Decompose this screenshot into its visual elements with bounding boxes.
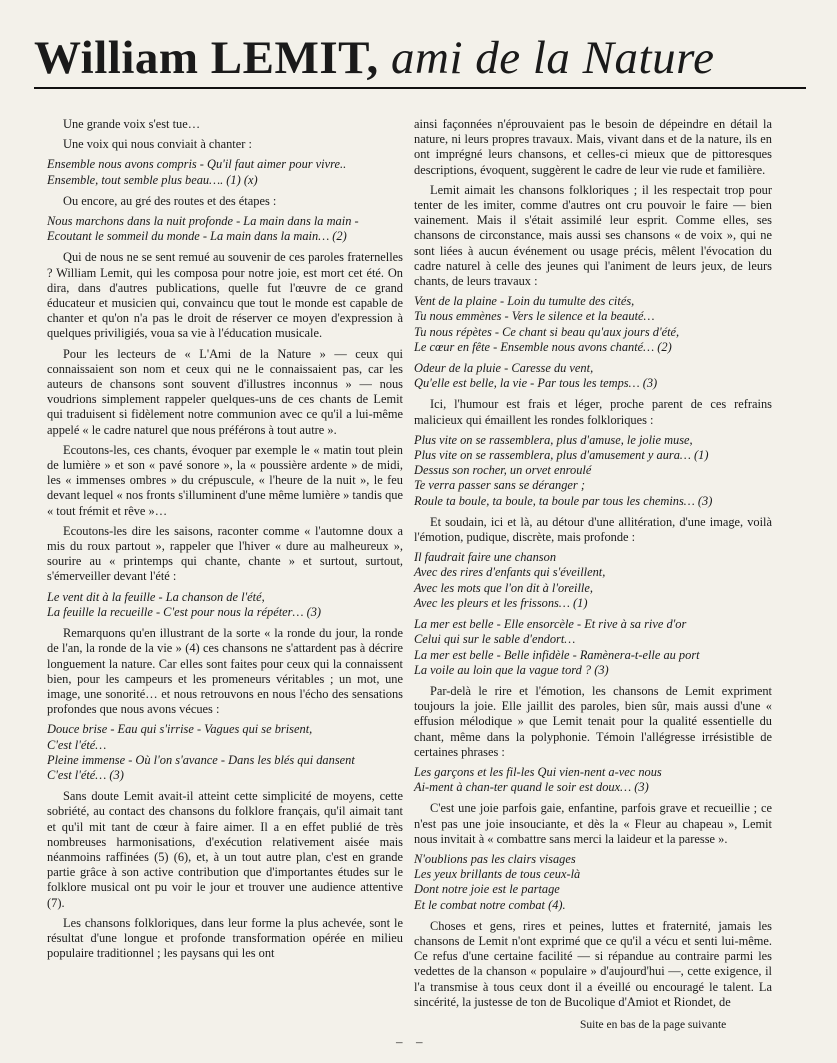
page-mark: – — [396, 1034, 403, 1049]
song-lyrics — [47, 590, 403, 620]
song-lyrics — [414, 361, 772, 391]
lyric-line: La mer est belle - Elle ensorcèle - Et rive à sa rive d'or — [414, 617, 687, 632]
lyric-line: La feuille la recueille - C'est pour nous la répéter… (3) — [47, 604, 322, 619]
title-rule — [34, 87, 806, 89]
paragraph: Qui de nous ne se sent remué au souvenir de ces paroles fraternelles ? William Lemit, qui les composa pour notre joie, est mort cet été. On dira, dans d'autres publications, quelle fut l'œuvre de ce grand éducateur et musicien qui, convaincu que tout le monde est capable de chanter et qu'on n'a pas le droit de réserver ce moyen d'expression à quelques priviligiés, voua sa vie à l'éducation musicale. — [47, 250, 403, 341]
lyric-line: La mer est belle - Belle infidèle - Ramènera-t-elle au port — [414, 647, 700, 662]
title-name: William LEMIT, — [34, 32, 379, 84]
lyric-line: Les yeux brillants de tous ceux-là — [414, 867, 581, 882]
paragraph: Remarquons qu'en illustrant de la sorte « la ronde du jour, la ronde de l'an, la ronde de la vie » (4) ces chansons ne s'attardent pas à décrire longuement la nature. Car elles sont faites pour ceux qui la connaissent bien, pour les campeurs et les promeneurs véritables ; un mot, une image, une sonorité… et nous retrouvons en nous l'écho des sensations profondes que nous avons vécues : — [47, 626, 403, 717]
song-lyrics — [47, 157, 403, 187]
song-lyrics — [414, 550, 772, 611]
lyric-line: Avec les pleurs et les frissons… (1) — [414, 595, 588, 610]
lyric-line: Nous marchons dans la nuit profonde - La main dans la main - Ecoutant le sommeil du monde - La main dans la main… (2) — [47, 214, 359, 244]
lyric-line: La voile au loin que la vague tord ? (3) — [414, 662, 609, 677]
lyric-line: Avec les mots que l'on dit à l'oreille, — [414, 580, 593, 595]
paragraph: Une voix qui nous conviait à chanter : — [63, 137, 252, 152]
lyric-line: Et le combat notre combat (4). — [414, 897, 566, 912]
lyric-line: Te verra passer sans se déranger ; — [414, 478, 585, 493]
paragraph: Les chansons folkloriques, dans leur forme la plus achevée, sont le résultat d'une longue et profonde transformation opérée en milieu populaire traditionnel ; les paysans qui les ont — [47, 915, 403, 961]
lyric-line: Le cœur en fête - Ensemble nous avons chanté… (2) — [414, 339, 672, 354]
lyric-line: Roule ta boule, ta boule, ta boule par tous les chemins… (3) — [414, 493, 713, 508]
lyric-line: Celui qui sur le sable d'endort… — [414, 632, 576, 647]
song-lyrics — [414, 617, 772, 678]
lyric-line: Vent de la plaine - Loin du tumulte des cités, — [414, 294, 635, 309]
paragraph: Choses et gens, rires et peines, luttes et fraternité, jamais les chansons de Lemit n'ont exprimé que ce qu'il a vécu et senti lui-même. Ce refus d'une certaine facilité — si répandue au contraire parmi les vedettes de la chanson « populaire » d'aujourd'hui —, cette exigence, il l'a transmise à tous ceux dont il a éveillé ou encouragé le talent. La sincérité, la justesse de ton de Bucolique d'Amiot et Riondet, de — [414, 918, 772, 1009]
article-title — [34, 30, 804, 86]
song-lyrics — [414, 433, 772, 509]
paragraph: ainsi façonnées n'éprouvaient pas le besoin de dépeindre en détail la nature, ni leurs propres travaux. Mais, vivant dans et de la nature, ils en ont imprégné leurs chansons, et celles-ci mieux que de pittoresques descriptions, évoquent, suggèrent le cadre de leur vie rude et familière. — [414, 117, 772, 177]
paragraph: C'est une joie parfois gaie, enfantine, parfois grave et recueillie ; ce n'est pas une joie insouciante, et dès la « Fleur au chapeau », Lemit nous invitait à « combattre sans merci la laideur et la paresse ». — [414, 801, 772, 846]
lyric-line: Pleine immense - Où l'on s'avance - Dans les blés qui dansent — [47, 752, 355, 767]
paragraph: Ici, l'humour est frais et léger, proche parent de ces refrains malicieux qui émaillent les rondes folkloriques : — [414, 397, 772, 427]
song-lyrics — [414, 852, 772, 913]
lyric-line: Qu'elle est belle, la vie - Par tous les temps… (3) — [414, 376, 658, 391]
paragraph: Lemit aimait les chansons folkloriques ; il les respectait trop pour tenter de les imiter, comme d'autres ont cru pouvoir le faire — bien vainement. Mais il s'était assimilé leur esprit. Comme elles, ses chansons de circonstance, mais aussi ses chansons « de voix », qui ne sont liées à aucun événement ou usage précis, mêlent l'évocation du cadre naturel à celle des jeunes qui l'animent de leurs jeux, de leurs chants, de leurs travaux : — [414, 182, 772, 289]
song-lyrics — [414, 294, 772, 355]
lyric-line: Douce brise - Eau qui s'irrise - Vagues qui se brisent, — [47, 722, 313, 737]
lyric-line: Odeur de la pluie - Caresse du vent, — [414, 361, 594, 376]
paragraph: Ecoutons-les, ces chants, évoquer par exemple le « matin tout plein de lumière » et son « pavé sonore », la « poussière ardente » de midi, les « immenses ombres » du crépuscule, « l'heure de la nuit », le feu devant lequel « nos fronts s'illuminent d'une même lumière » tandis que « tout frémit et rêve »… — [47, 442, 403, 518]
lyric-line: Tu nous répètes - Ce chant si beau qu'aux jours d'été, — [414, 324, 680, 339]
lyric-line: Ai-ment à chan-ter quand le soir est doux… (3) — [414, 780, 649, 795]
lyric-line: Plus vite on se rassemblera, plus d'amuse, le jolie muse, — [414, 432, 693, 447]
lyric-line: Ensemble, tout semble plus beau…. (1) (x) — [47, 172, 258, 187]
paragraph: Ecoutons-les dire les saisons, raconter comme « l'automne doux a mis du roux partout », rappeler que l'hiver « dure au malheureux », sourire au « printemps qui chante, chante » et surtout, surtout, s'émerveiller devant l'été : — [47, 523, 403, 584]
lyric-line: C'est l'été… (3) — [47, 767, 124, 782]
lyric-line: Plus vite on se rassemblera, plus d'amusement y aura… (1) — [414, 448, 709, 463]
lyric-line: Les garçons et les fil-les Qui vien-nent a-vec nous — [414, 764, 662, 779]
paragraph: Pour les lecteurs de « L'Ami de la Nature » — ceux qui connaissaient son nom et ceux qui ne le connaissaient pas, car les auteurs de chansons sont souvent d'illustres inconnus » — nous voudrions simplement rappeler quelques-uns de ces chants de Lemit qui traduisent si fidèlement notre communion avec ce qu'il a lui-même appelé « le cadre naturel que nous préférons à tout autre ». — [47, 346, 403, 437]
left-column — [47, 117, 403, 966]
song-lyrics — [47, 214, 403, 244]
right-column — [414, 117, 772, 1015]
song-lyrics — [414, 765, 772, 795]
lyric-line: Ensemble nous avons compris - Qu'il faut aimer pour vivre.. — [47, 157, 347, 172]
paragraph: Une grande voix s'est tue… — [63, 117, 201, 131]
paragraph: Par-delà le rire et l'émotion, les chansons de Lemit expriment toujours la joie. Elle jaillit des paroles, bien sûr, mais aussi d'une « effusion mélodique » que Lemit tenait pour la qualité essentielle du chant, même dans la polyphonie. Témoin l'allégresse irrésistible de certaines phrases : — [414, 683, 772, 759]
paragraph: Et soudain, ici et là, au détour d'une allitération, d'une image, voilà l'émotion, pudique, discrète, mais profonde : — [414, 514, 772, 545]
paragraph: Ou encore, au gré des routes et des étapes : — [63, 193, 277, 208]
lyric-line: N'oublions pas les clairs visages — [414, 851, 576, 866]
lyric-line: Dont notre joie est le partage — [414, 882, 560, 897]
lyric-line: C'est l'été… — [47, 737, 107, 752]
lyric-line: Il faudrait faire une chanson — [414, 550, 557, 565]
lyric-line: Dessus son rocher, un orvet enroulé — [414, 463, 592, 478]
title-subtitle: ami de la Nature — [391, 32, 715, 84]
paragraph: Sans doute Lemit avait-il atteint cette simplicité de moyens, cette sobriété, au contact des chansons du folklore français, qu'il aimait tant et qu'il mit tant de cœur à faire aimer. Il a en effet publié de très nombreuses harmonisations, d'exécution relativement aisée mais néanmoins raffinées (5) (6), et, à un tout autre plan, c'est en grande partie grâce à son active contribution que d'importantes études sur le folklore musical ont pu voir le jour et trouver une audience attentive (7). — [47, 789, 403, 910]
lyric-line: Tu nous emmènes - Vers le silence et la beauté… — [414, 309, 655, 324]
song-lyrics — [47, 722, 403, 783]
lyric-line: Avec des rires d'enfants qui s'éveillent, — [414, 565, 606, 580]
page-mark: – — [416, 1034, 423, 1049]
lyric-line: Le vent dit à la feuille - La chanson de l'été, — [47, 589, 265, 604]
continuation-note: Suite en bas de la page suivante — [580, 1019, 727, 1031]
